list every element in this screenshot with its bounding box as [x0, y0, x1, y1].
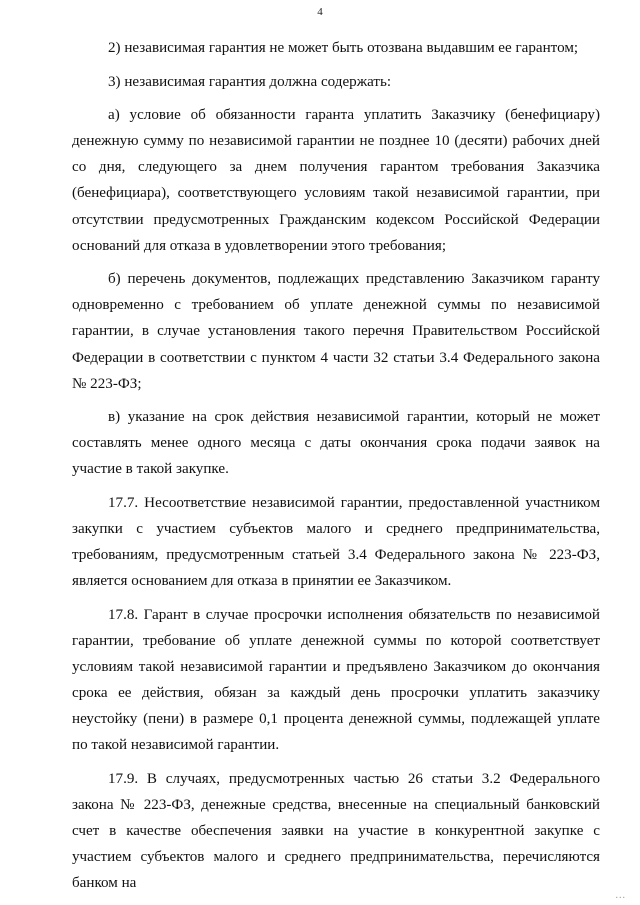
paragraph-subitem-b: б) перечень документов, подлежащих представлению Заказчиком гаранту одновременно с требованием об уплате денежной суммы по независимой гарантии, в случае установления такого перечня Правительством Российской Федерации в соответствии с пунктом 4 части 32 статьи 3.4 Федерального закона № 223-ФЗ;: [72, 271, 600, 392]
page-number: 4: [317, 6, 323, 18]
paragraph-17-8: 17.8. Гарант в случае просрочки исполнения обязательств по независимой гарантии, требование об уплате денежной суммы по которой соответствует условиям такой независимой гарантии и предъявлено Заказчиком до окончания срока ее действия, обязан за каждый день просрочки уплатить заказчику неустойку (пени) в размере 0,1 процента денежной суммы, подлежащей уплате по такой независимой гарантии.: [72, 606, 600, 754]
paragraph-item-3: 3) независимая гарантия должна содержать:: [108, 73, 392, 90]
corner-mark: ...: [615, 890, 626, 901]
paragraph-17-9: 17.9. В случаях, предусмотренных частью 26 статьи 3.2 Федерального закона № 223-ФЗ, денежные средства, внесенные на специальный банковский счет в качестве обеспечения заявки на участие в конкурентной закупке с участием субъектов малого и среднего предпринимательства, перечисляются банком на: [72, 770, 600, 892]
paragraph-17-7: 17.7. Несоответствие независимой гарантии, предоставленной участником закупки с участием субъектов малого и среднего предпринимательства, требованиям, предусмотренным статьей 3.4 Федерального закона № 223-ФЗ, является основанием для отказа в принятии ее Заказчиком.: [72, 495, 600, 590]
paragraph-subitem-v: в) указание на срок действия независимой гарантии, который не может составлять менее одного месяца с даты окончания срока подачи заявок на участие в такой закупке.: [72, 409, 600, 478]
paragraph-subitem-a: а) условие об обязанности гаранта уплатить Заказчику (бенефициару) денежную сумму по независимой гарантии не позднее 10 (десяти) рабочих дней со дня, следующего за днем получения гарантом требования Заказчика (бенефициара), соответствующего условиям такой независимой гарантии, при отсутствии предусмотренных Гражданским кодексом Российской Федерации оснований для отказа в удовлетворении этого требования;: [72, 107, 600, 254]
paragraph-item-2: 2) независимая гарантия не может быть отозвана выдавшим ее гарантом;: [108, 40, 579, 56]
document-body: [72, 35, 600, 896]
